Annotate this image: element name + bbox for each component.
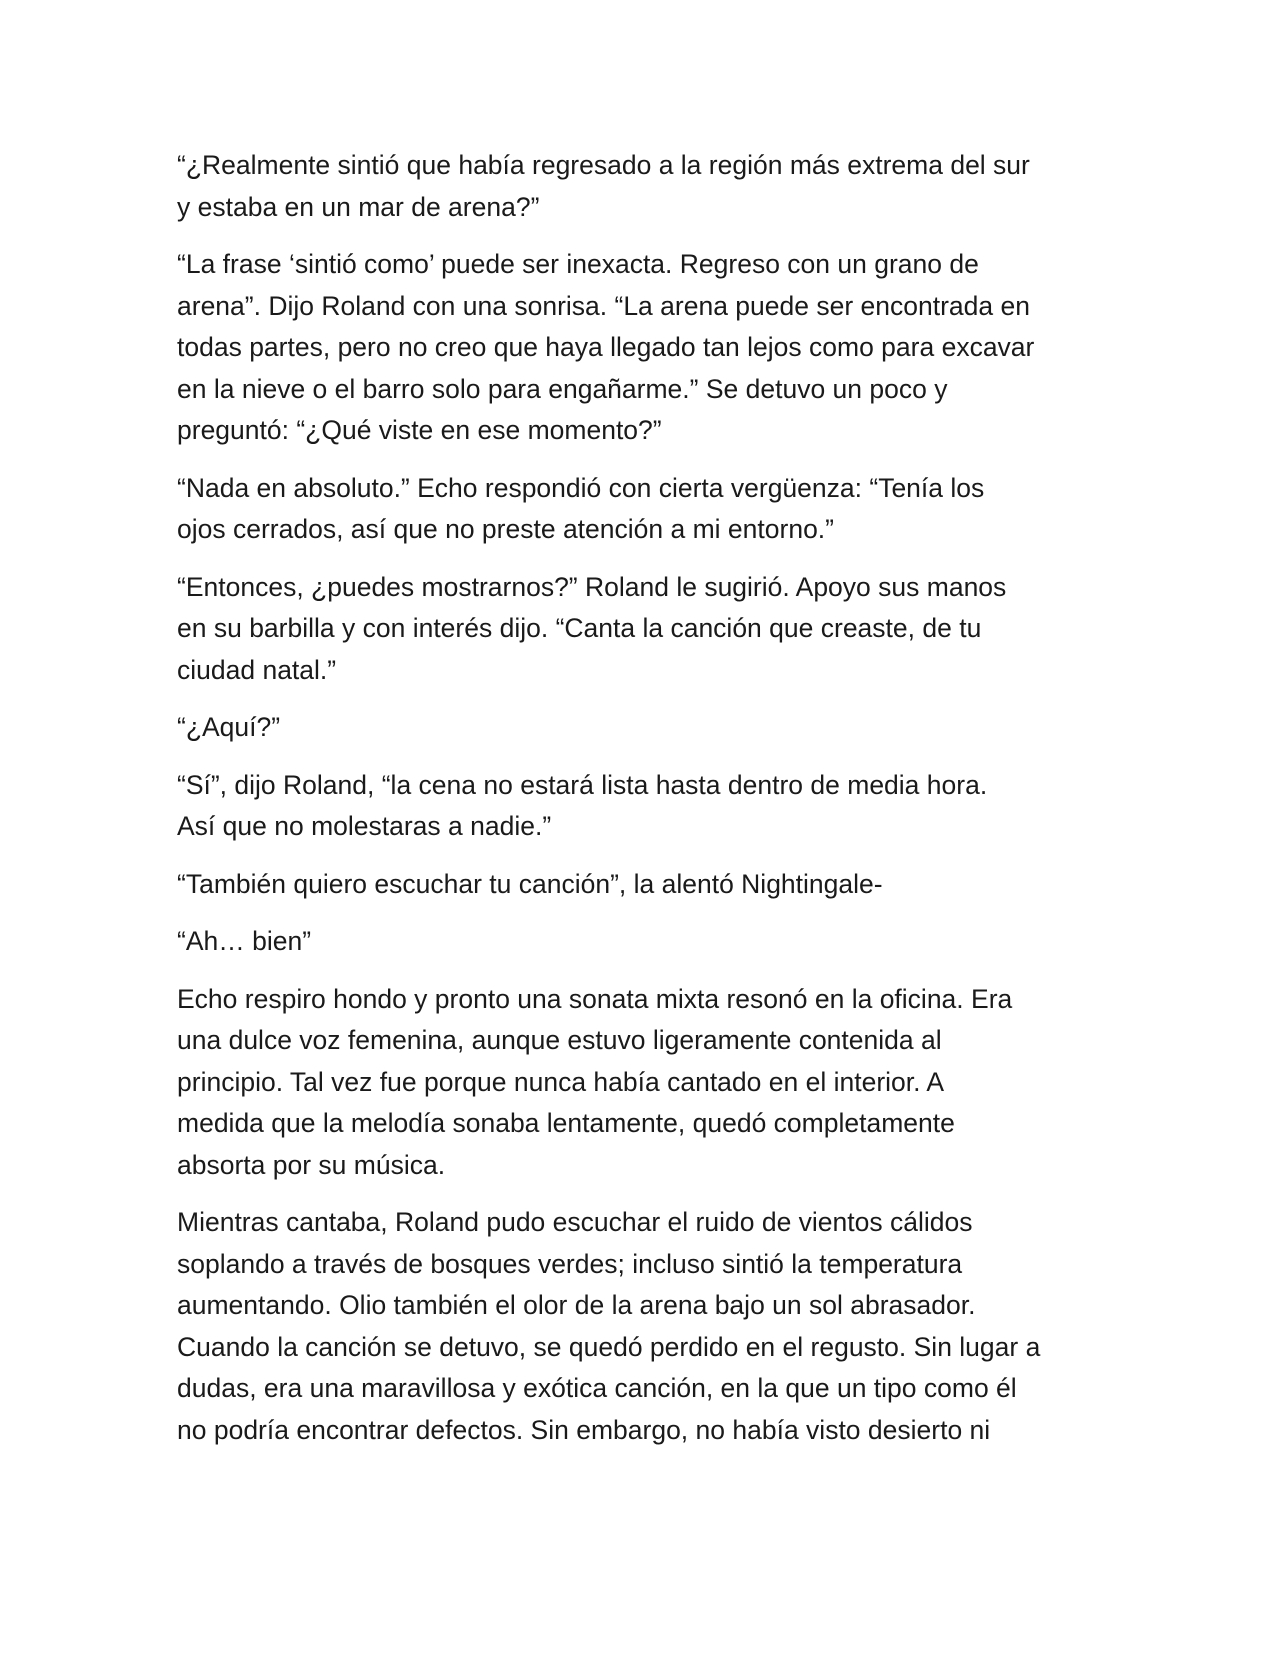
text-line: todas partes, pero no creo que haya llegado tan lejos como para excavar	[177, 332, 1035, 362]
text-line: “¿Aquí?”	[177, 712, 281, 742]
text-line: y estaba en un mar de arena?”	[177, 191, 540, 222]
text-line: arena”. Dijo Roland con una sonrisa. “La arena puede ser encontrada en	[177, 290, 1030, 321]
text-line: preguntó: “¿Qué viste en ese momento?”	[177, 415, 662, 445]
text-line: medida que la melodía sonaba lentamente, quedó completamente	[177, 1108, 955, 1138]
paragraph	[177, 707, 1107, 749]
text-line: ojos cerrados, así que no preste atención a mi entorno.”	[177, 514, 834, 544]
text-line: “Sí”, dijo Roland, “la cena no estará lista hasta dentro de media hora.	[177, 769, 988, 800]
paragraph	[177, 979, 1107, 1187]
text-line: “También quiero escuchar tu canción”, la alentó Nightingale-	[177, 868, 883, 899]
paragraph	[177, 567, 1107, 692]
text-line: una dulce voz femenina, aunque estuvo ligeramente contenida al	[177, 1025, 942, 1055]
paragraph	[177, 468, 1107, 551]
text-line: aumentando. Olio también el olor de la arena bajo un sol abrasador.	[177, 1290, 976, 1320]
text-line: ciudad natal.”	[177, 654, 337, 685]
text-line: no podría encontrar defectos. Sin embargo, no había visto desierto ni	[177, 1414, 991, 1445]
text-line: soplando a través de bosques verdes; incluso sintió la temperatura	[177, 1248, 963, 1279]
text-line: Mientras cantaba, Roland pudo escuchar el ruido de vientos cálidos	[177, 1207, 973, 1237]
text-line: dudas, era una maravillosa y exótica canción, en la que un tipo como él	[177, 1373, 1017, 1403]
text-line: “La frase ‘sintió como’ puede ser inexacta. Regreso con un grano de	[177, 249, 979, 279]
text-line: principio. Tal vez fue porque nunca había cantado en el interior. A	[177, 1066, 945, 1097]
text-line: “Nada en absoluto.” Echo respondió con cierta vergüenza: “Tenía los	[177, 472, 985, 503]
paragraph	[177, 921, 1107, 963]
paragraph	[177, 145, 1107, 228]
paragraph	[177, 244, 1107, 452]
paragraph	[177, 765, 1107, 848]
text-line: Cuando la canción se detuvo, se quedó perdido en el regusto. Sin lugar a	[177, 1331, 1041, 1362]
text-line: “Entonces, ¿puedes mostrarnos?” Roland le sugirió. Apoyo sus manos	[177, 571, 1007, 602]
text-line: Así que no molestaras a nadie.”	[177, 811, 552, 841]
text-line: absorta por su música.	[177, 1149, 446, 1180]
document-body	[177, 145, 1107, 1467]
text-line: “¿Realmente sintió que había regresado a la región más extrema del sur	[177, 150, 1030, 180]
text-line: “Ah… bien”	[177, 926, 312, 956]
paragraph	[177, 864, 1107, 906]
text-line: en la nieve o el barro solo para engañarme.” Se detuvo un poco y	[177, 373, 948, 404]
text-line: en su barbilla y con interés dijo. “Canta la canción que creaste, de tu	[177, 613, 982, 643]
text-line: Echo respiro hondo y pronto una sonata mixta resonó en la oficina. Era	[177, 983, 1013, 1014]
paragraph	[177, 1202, 1107, 1451]
